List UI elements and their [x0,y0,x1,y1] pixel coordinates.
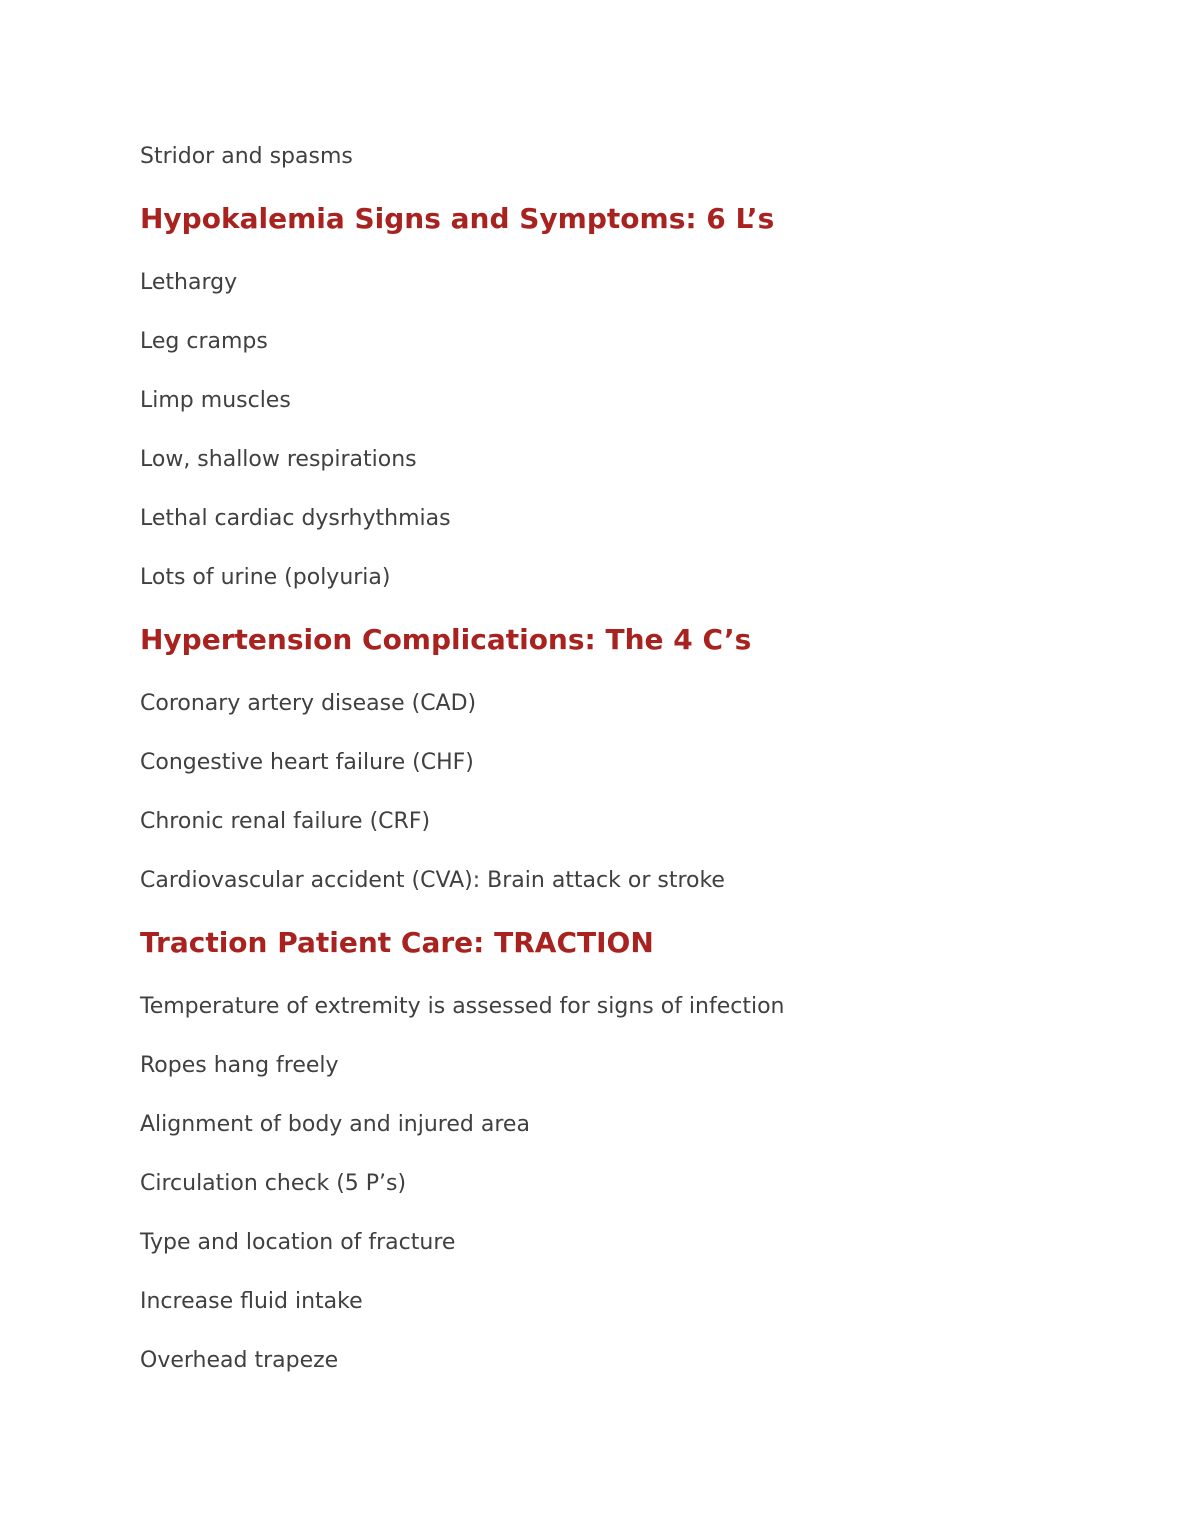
list-item: Overhead trapeze [140,1348,339,1373]
list-item: Increase fluid intake [140,1289,363,1314]
list-item: Circulation check (5 P’s) [140,1171,407,1196]
text-line: Stridor and spasms [140,144,353,169]
list-item: Alignment of body and injured area [140,1112,530,1137]
section-heading-hypokalemia: Hypokalemia Signs and Symptoms: 6 L’s [140,202,775,235]
section-heading-traction: Traction Patient Care: TRACTION [140,926,654,959]
list-item: Leg cramps [140,329,268,354]
list-item: Ropes hang freely [140,1053,339,1078]
list-item: Low, shallow respirations [140,447,417,472]
list-item: Coronary artery disease (CAD) [140,691,477,716]
list-item: Temperature of extremity is assessed for signs of infection [140,994,785,1019]
section-heading-hypertension: Hypertension Complications: The 4 C’s [140,623,752,656]
list-item: Congestive heart failure (CHF) [140,750,474,775]
list-item: Type and location of fracture [140,1230,456,1255]
list-item: Cardiovascular accident (CVA): Brain attack or stroke [140,868,725,893]
list-item: Lethargy [140,270,238,295]
list-item: Lethal cardiac dysrhythmias [140,506,451,531]
list-item: Limp muscles [140,388,291,413]
list-item: Lots of urine (polyuria) [140,565,391,590]
list-item: Chronic renal failure (CRF) [140,809,431,834]
